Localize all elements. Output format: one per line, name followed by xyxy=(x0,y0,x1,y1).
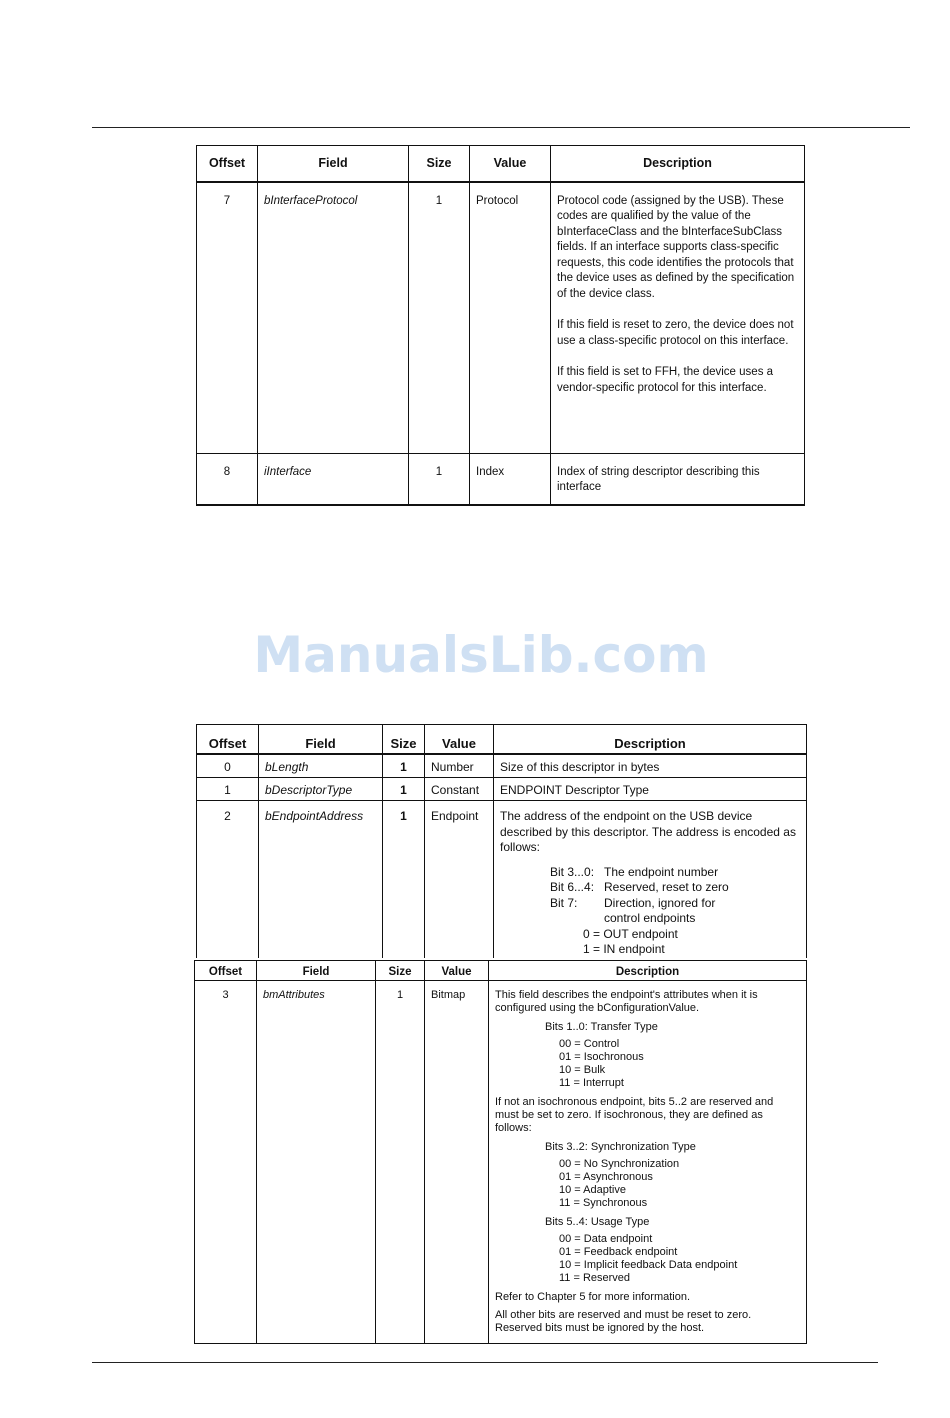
cell-value: Protocol xyxy=(470,182,551,454)
transfer-type-block xyxy=(545,1021,800,1090)
cell-size: 1 xyxy=(383,778,425,801)
description-paragraph: The address of the endpoint on the USB device described by this descriptor. The address is encoded as follows: xyxy=(500,809,796,854)
block-item: 11 = Synchronous xyxy=(559,1197,648,1209)
cell-field: iInterface xyxy=(258,453,409,505)
table-row xyxy=(197,182,805,454)
block-title: Bits 1..0: Transfer Type xyxy=(545,1021,658,1033)
description-paragraph: If not an isochronous endpoint, bits 5..2 are reserved and must be set to zero. If isochronous, they are defined as follows: xyxy=(495,1096,774,1134)
cell-description: ENDPOINT Descriptor Type xyxy=(494,778,807,801)
cell-field: bDescriptorType xyxy=(259,778,383,801)
cell-field: bInterfaceProtocol xyxy=(258,182,409,454)
block-item: 11 = Interrupt xyxy=(559,1077,624,1089)
description-paragraph: All other bits are reserved and must be reset to zero. Reserved bits must be ignored by the host. xyxy=(495,1309,752,1334)
cell-value: Bitmap xyxy=(425,981,489,1344)
cell-description xyxy=(551,182,805,454)
col-field: Field xyxy=(258,146,409,182)
col-offset: Offset xyxy=(197,725,259,755)
cell-offset: 8 xyxy=(197,453,258,505)
cell-value: Number xyxy=(425,754,494,778)
col-value: Value xyxy=(425,725,494,755)
cell-field: bmAttributes xyxy=(257,981,376,1344)
bit-definitions xyxy=(550,865,800,958)
direction-value: 0 = OUT endpoint xyxy=(583,926,678,941)
bit-line xyxy=(550,896,800,927)
cell-size: 1 xyxy=(376,981,425,1344)
description-paragraph: Protocol code (assigned by the USB). These codes are qualified by the value of the bInterfaceClass and the bInterfaceSubClass fields. If an interface supports class-specific requests, this code identifies the protocols that the device uses as defined by the specification of the device class. xyxy=(557,194,795,300)
col-size: Size xyxy=(409,146,470,182)
block-item: 10 = Adaptive xyxy=(559,1184,626,1196)
cell-size: 1 xyxy=(409,182,470,454)
table-row xyxy=(197,778,807,801)
block-item: 00 = Data endpoint xyxy=(559,1233,653,1245)
sync-type-block xyxy=(545,1141,800,1210)
cell-offset: 3 xyxy=(195,981,257,1344)
usage-type-block xyxy=(545,1216,800,1285)
col-value: Value xyxy=(425,961,489,981)
col-description: Description xyxy=(494,725,807,755)
cell-offset: 0 xyxy=(197,754,259,778)
cell-offset: 1 xyxy=(197,778,259,801)
table-header-row xyxy=(197,146,805,182)
col-description: Description xyxy=(489,961,807,981)
cell-offset: 7 xyxy=(197,182,258,454)
bit-text: Direction, ignored for control endpoints xyxy=(604,895,716,925)
endpoint-descriptor-table xyxy=(196,724,807,958)
block-title: Bits 5..4: Usage Type xyxy=(545,1216,650,1228)
table-header-row xyxy=(195,961,807,981)
cell-offset: 2 xyxy=(197,801,259,958)
block-item: 00 = Control xyxy=(559,1038,620,1050)
block-item: 10 = Bulk xyxy=(559,1064,606,1076)
description-paragraph: Refer to Chapter 5 for more information. xyxy=(495,1291,691,1303)
col-value: Value xyxy=(470,146,551,182)
col-field: Field xyxy=(257,961,376,981)
cell-description: Size of this descriptor in bytes xyxy=(494,754,807,778)
col-description: Description xyxy=(551,146,805,182)
table-row xyxy=(195,981,807,1344)
col-offset: Offset xyxy=(197,146,258,182)
bit-line xyxy=(550,865,800,881)
cell-description: Index of string descriptor describing this interface xyxy=(551,453,805,505)
block-item: 10 = Implicit feedback Data endpoint xyxy=(559,1259,738,1271)
bit-text: Reserved, reset to zero xyxy=(604,880,729,894)
col-size: Size xyxy=(376,961,425,981)
bmattributes-table xyxy=(194,960,807,1344)
block-item: 00 = No Synchronization xyxy=(559,1158,680,1170)
cell-value: Endpoint xyxy=(425,801,494,958)
col-size: Size xyxy=(383,725,425,755)
cell-description xyxy=(494,801,807,958)
interface-descriptor-table xyxy=(196,145,805,506)
table-row xyxy=(197,754,807,778)
bit-key: Bit 7: xyxy=(550,895,578,910)
header-rule xyxy=(92,127,910,128)
cell-description xyxy=(489,981,807,1344)
bit-line xyxy=(550,880,800,896)
direction-value: 1 = IN endpoint xyxy=(583,942,665,956)
bit-key: Bit 6...4: xyxy=(550,880,595,894)
table-header-row xyxy=(197,725,807,755)
bit-text: The endpoint number xyxy=(604,864,719,879)
watermark: ManualsLib.com xyxy=(253,626,709,684)
table-row xyxy=(197,453,805,505)
description-paragraph: If this field is reset to zero, the device does not use a class-specific protocol on this interface. xyxy=(557,319,794,347)
description-paragraph: If this field is set to FFH, the device uses a vendor-specific protocol for this interface. xyxy=(557,366,774,394)
block-item: 11 = Reserved xyxy=(559,1272,631,1284)
table-row xyxy=(197,801,807,958)
col-offset: Offset xyxy=(195,961,257,981)
block-item: 01 = Isochronous xyxy=(559,1051,644,1063)
block-title: Bits 3..2: Synchronization Type xyxy=(545,1141,696,1153)
cell-value: Index xyxy=(470,453,551,505)
col-field: Field xyxy=(259,725,383,755)
cell-field: bLength xyxy=(259,754,383,778)
cell-size: 1 xyxy=(383,754,425,778)
block-item: 01 = Feedback endpoint xyxy=(559,1246,678,1258)
cell-value: Constant xyxy=(425,778,494,801)
footer-rule xyxy=(92,1362,878,1363)
description-paragraph: This field describes the endpoint's attributes when it is configured using the bConfigurationValue. xyxy=(495,989,758,1014)
cell-size: 1 xyxy=(383,801,425,958)
cell-size: 1 xyxy=(409,453,470,505)
bit-key: Bit 3...0: xyxy=(550,864,595,879)
block-item: 01 = Asynchronous xyxy=(559,1171,653,1183)
cell-field: bEndpointAddress xyxy=(259,801,383,958)
